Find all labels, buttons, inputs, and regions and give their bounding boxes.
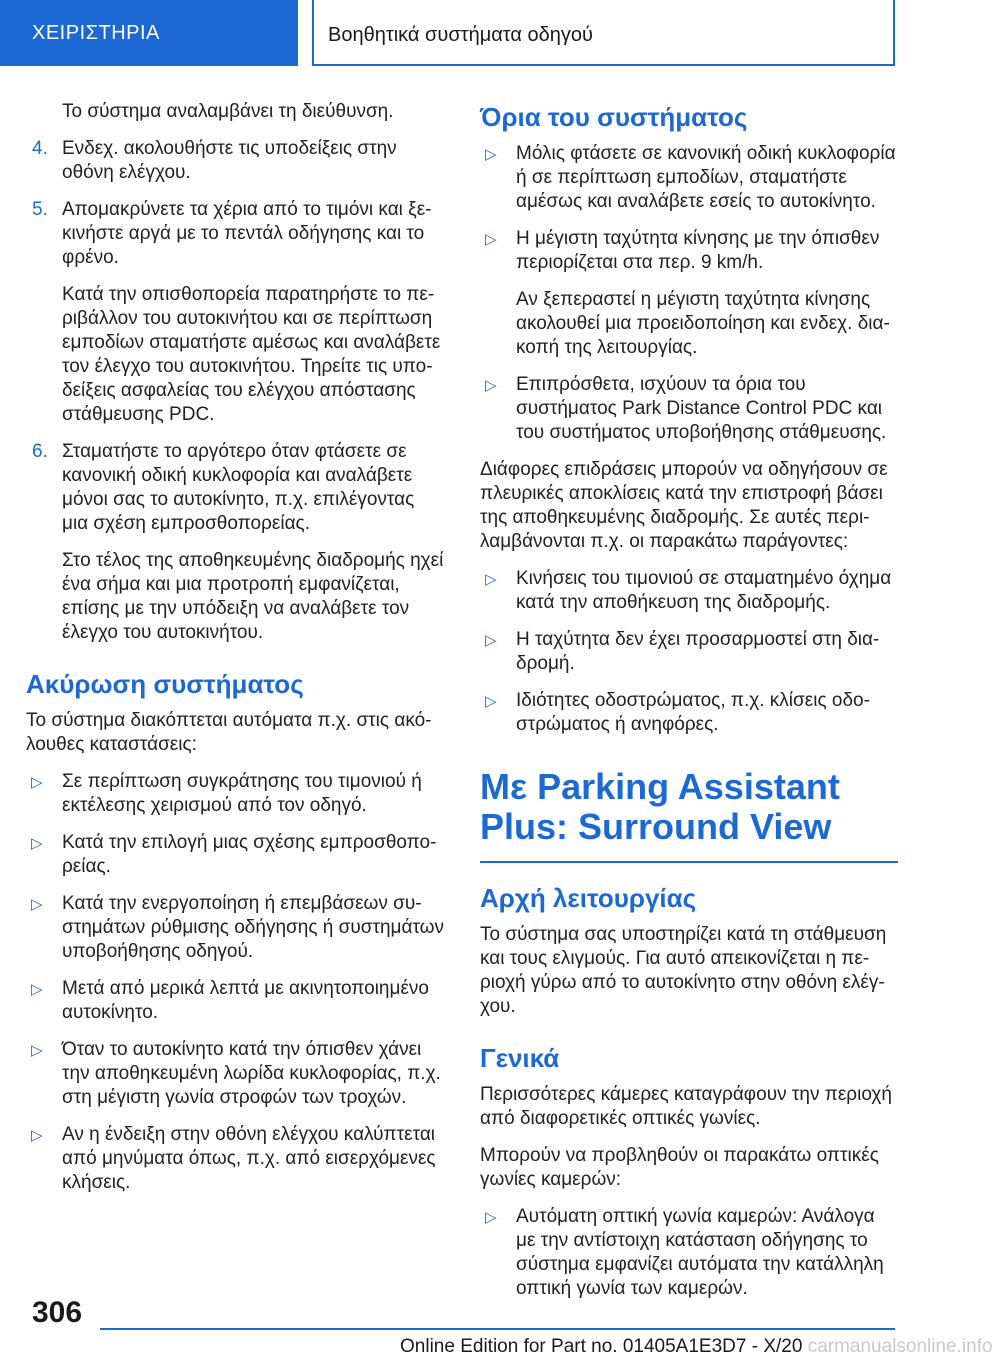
list-item-text: Αν η ένδειξη στην οθόνη ελέγχου καλύπτεται από μηνύματα όπως, π.χ. από εισερχόμενες κλήσεις. xyxy=(62,1124,436,1193)
triangle-right-icon: ▷ xyxy=(31,981,43,998)
triangle-right-icon: ▷ xyxy=(485,231,497,248)
step-item xyxy=(26,440,444,536)
cancel-intro: Το σύστημα διακόπτεται αυτόματα π.χ. στις ακόλουθες καταστάσεις: xyxy=(26,710,432,755)
chapter-box xyxy=(312,0,895,66)
list-item-text: Επιπρόσθετα, ισχύουν τα όρια του συστήματος Park Distance Control PDC και του συστήματος υποβοήθησης στάθμευσης. xyxy=(516,374,887,443)
triangle-right-icon: ▷ xyxy=(485,571,497,588)
list-item-text: Ιδιότητες οδοστρώματος, π.χ. κλίσεις οδοστρώματος ή ανηφόρες. xyxy=(516,690,870,735)
edition-text: Online Edition for Part no. 01405A1E3D7 - X/20 xyxy=(400,1336,803,1357)
right-column xyxy=(480,100,898,1314)
intro-text: Το σύστημα αναλαμβάνει τη διεύθυνση. xyxy=(62,101,394,122)
page-number: 306 xyxy=(32,1296,83,1329)
list-item-text: Η μέγιστη ταχύτητα κίνησης με την όπισθεν περιορίζεται στα περ. 9 km/h. xyxy=(516,228,880,273)
list-item xyxy=(480,567,898,615)
step-item xyxy=(26,137,444,185)
list-item xyxy=(480,373,898,445)
limits-note: Αν ξεπεραστεί η μέγιστη ταχύτητα κίνησης ακολουθεί μια προειδοποίηση και ενδεχ. διακοπή της λειτουργίας. xyxy=(516,289,890,358)
list-item-text: Μετά από μερικά λεπτά με ακινητοποιημένο αυτοκίνητο. xyxy=(62,978,429,1023)
list-item xyxy=(480,142,898,214)
chapter-title: Βοηθητικά συστήματα οδηγού xyxy=(328,24,593,46)
step-number: 4. xyxy=(32,138,48,159)
list-item xyxy=(480,628,898,676)
left-column xyxy=(26,100,444,1208)
section-tab xyxy=(0,0,298,66)
list-item xyxy=(480,227,898,275)
section-title: ΧΕΙΡΙΣΤΗΡΙΑ xyxy=(32,22,160,44)
list-item-text: Κινήσεις του τιμονιού σε σταματημένο όχημα κατά την αποθήκευση της διαδρομής. xyxy=(516,568,892,613)
triangle-right-icon: ▷ xyxy=(31,896,43,913)
footer-edition xyxy=(400,1336,993,1358)
list-item xyxy=(26,770,444,818)
triangle-right-icon: ▷ xyxy=(31,1127,43,1144)
triangle-right-icon: ▷ xyxy=(485,146,497,163)
triangle-right-icon: ▷ xyxy=(485,632,497,649)
step-number: 6. xyxy=(32,441,48,462)
factors-intro: Διάφορες επιδράσεις μπορούν να οδηγήσουν σε πλευρικές αποκλίσεις κατά την επιστροφή βάσει της αποθηκευμένης διαδρομής. Σε αυτές περιλαμβάνονται π.χ. οι παρακάτω παράγοντες: xyxy=(480,459,888,552)
step-note: Κατά την οπισθοπορεία παρατηρήστε το περιβάλλον του αυτοκινήτου και σε περίπτωση εμποδίων σταματήστε αμέσως και αναλάβετε τον έλεγχο του αυτοκινήτου. Τηρείτε τις υποδείξεις ασφαλείας του ελέγχου απόστασης στάθμευσης PDC. xyxy=(62,284,441,425)
step-number: 5. xyxy=(32,199,48,220)
triangle-right-icon: ▷ xyxy=(31,1042,43,1059)
step-text: Απομακρύνετε τα χέρια από το τιμόνι και ξεκινήστε αργά με το πεντάλ οδήγησης και το φρένο. xyxy=(62,199,432,268)
step-note: Στο τέλος της αποθηκευμένης διαδρομής ηχεί ένα σήμα και μια προτροπή εμφανίζεται, επίσης με την υπόδειξη να αναλάβετε τον έλεγχο του αυτοκινήτου. xyxy=(62,550,444,643)
heading-rule xyxy=(480,861,898,863)
step-item xyxy=(26,198,444,270)
main-heading: Με Parking Assistant Plus: Surround View xyxy=(480,766,840,847)
step-text: Σταματήστε το αργότερο όταν φτάσετε σε κανονική οδική κυκλοφορία και αναλάβετε μόνοι σας το αυτοκίνητο, π.χ. επιλέγοντας μια σχέση εμπροσθοπορείας. xyxy=(62,441,415,534)
list-item-text: Κατά την ενεργοποίηση ή επεμβάσεων συστημάτων ρύθμισης οδήγησης ή συστημάτων υποβοήθησης οδηγού. xyxy=(62,893,445,962)
triangle-right-icon: ▷ xyxy=(31,835,43,852)
footer-rule xyxy=(100,1328,895,1330)
list-item xyxy=(26,1123,444,1195)
general-heading: Γενικά xyxy=(480,1043,560,1073)
list-item xyxy=(480,689,898,737)
cancel-heading: Ακύρωση συστήματος xyxy=(26,669,304,699)
list-item-text: Μόλις φτάσετε σε κανονική οδική κυκλοφορία ή σε περίπτωση εμποδίων, σταματήστε αμέσως και αναλάβετε εσείς το αυτοκίνητο. xyxy=(516,143,896,212)
list-item xyxy=(26,977,444,1025)
list-item-text: Η ταχύτητα δεν έχει προσαρμοστεί στη διαδρομή. xyxy=(516,629,880,674)
principle-heading: Αρχή λειτουργίας xyxy=(480,883,697,913)
general-text: Περισσότερες κάμερες καταγράφουν την περιοχή από διαφορετικές οπτικές γωνίες. xyxy=(480,1084,892,1129)
triangle-right-icon: ▷ xyxy=(31,774,43,791)
list-item-text: Όταν το αυτοκίνητο κατά την όπισθεν χάνει την αποθηκευμένη λωρίδα κυκλοφορίας, π.χ. στη μέγιστη γωνία στροφών των τροχών. xyxy=(62,1039,441,1108)
triangle-right-icon: ▷ xyxy=(485,693,497,710)
list-item xyxy=(26,831,444,879)
step-text: Ενδεχ. ακολουθήστε τις υποδείξεις στην οθόνη ελέγχου. xyxy=(62,138,397,183)
principle-text: Το σύστημα σας υποστηρίζει κατά τη στάθμευση και τους ελιγμούς. Για αυτό απεικονίζεται η περιοχή γύρω από το αυτοκίνητο στην οθόνη ελέγχου. xyxy=(480,924,887,1017)
page-header xyxy=(0,0,960,66)
list-item xyxy=(480,1205,898,1301)
watermark: carmanualsonline.info xyxy=(807,1336,993,1357)
limits-heading: Όρια του συστήματος xyxy=(480,102,748,132)
triangle-right-icon: ▷ xyxy=(485,1209,497,1226)
list-item xyxy=(26,1038,444,1110)
list-item-text: Κατά την επιλογή μιας σχέσης εμπροσθοπορείας. xyxy=(62,832,437,877)
list-item-text: Αυτόματη οπτική γωνία καμερών: Ανάλογα με την αντίστοιχη κατάσταση οδήγησης το σύστημα εμφανίζει αυτόματα την κατάλληλη οπτική γωνία των καμερών. xyxy=(516,1206,884,1299)
general-text: Μπορούν να προβληθούν οι παρακάτω οπτικές γωνίες καμερών: xyxy=(480,1145,879,1190)
list-item xyxy=(26,892,444,964)
list-item-text: Σε περίπτωση συγκράτησης του τιμονιού ή εκτέλεσης χειρισμού από τον οδηγό. xyxy=(62,771,422,816)
triangle-right-icon: ▷ xyxy=(485,377,497,394)
